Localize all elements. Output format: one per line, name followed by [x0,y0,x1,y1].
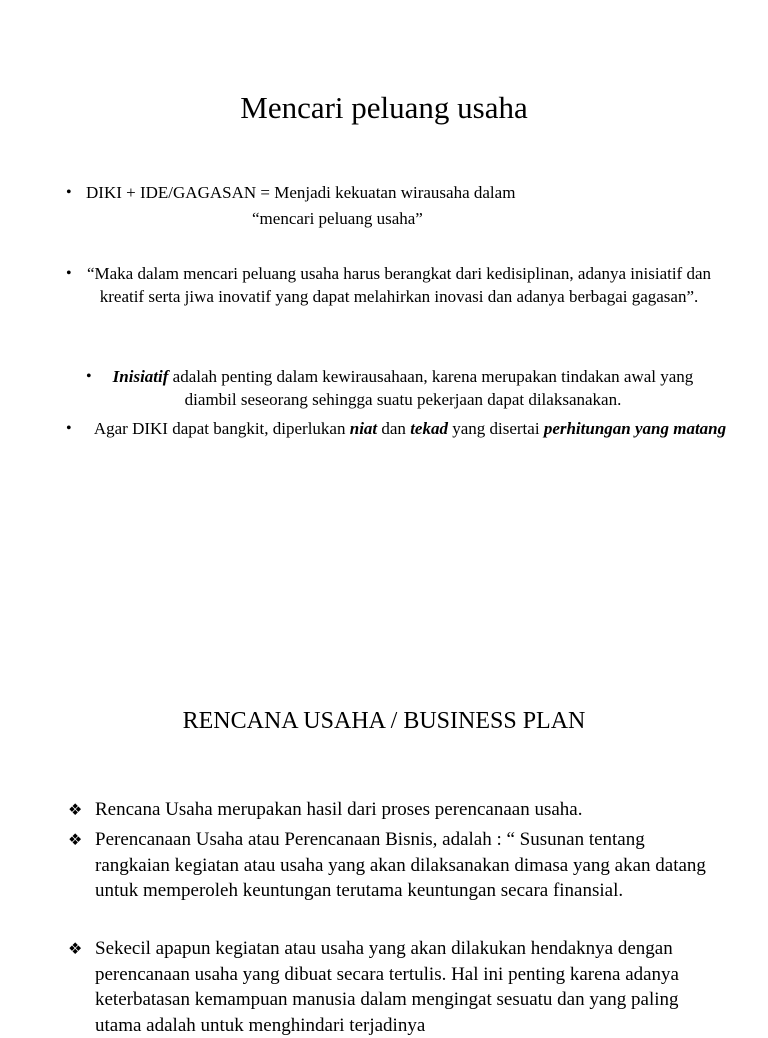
text-part: dan [377,419,411,438]
list-item [68,936,708,1038]
emphasis-tekad: tekad [410,419,448,438]
list-item [68,797,708,823]
emphasis-perhitungan: perhitungan yang matang [543,419,727,438]
bullet-dot-icon: • [66,420,72,437]
emphasis-inisiatif: Inisiatif [112,367,169,386]
bullet-agar-diki [66,417,736,440]
bullet-text-line-1: DIKI + IDE/GAGASAN = Menjadi kekuatan wirausaha dalam [86,183,516,202]
text-part: Agar DIKI dapat bangkit, diperlukan [93,419,350,438]
bullet-text: “Maka dalam mencari peluang usaha harus berangkat dari kedisiplinan, adanya inisiatif dan kreatif serta jiwa inovatif yang dapat melahirkan inovasi dan adanya berbagai gagasan”. [86,264,712,306]
slide-rencana-usaha [0,680,768,1036]
list-item-text: Sekecil apapun kegiatan atau usaha yang akan dilakukan hendaknya dengan perencanaan usaha yang dibuat secara tertulis. Hal ini penting karena adanya keterbatasan kemampuan manusia dalam mengingat sesuatu dan yang paling utama adalah untuk menghindari terjadinya [95,938,679,1036]
slide-title: Mencari peluang usaha [240,90,528,125]
diamond-bullet-icon: ❖ [68,939,83,958]
list-item-text: Rencana Usaha merupakan hasil dari proses perencanaan usaha. [95,799,583,820]
bullet-text-line-2: “mencari peluang usaha” [252,209,423,228]
bullet-dot-icon: • [66,184,72,201]
bullet-text [66,417,736,440]
diamond-bullet-icon: ❖ [68,800,83,819]
emphasis-niat: niat [349,419,378,438]
bullet-inisiatif [86,365,706,411]
bullet-kedisiplinan [66,262,714,308]
bullet-text-rest: adalah penting dalam kewirausahaan, karena merupakan tindakan awal yang diambil seseorang sehingga suatu pekerjaan dapat dilaksanakan. [168,367,694,409]
list-item [68,827,708,904]
slide-title: RENCANA USAHA / BUSINESS PLAN [182,708,586,734]
bullet-dot-icon: • [86,368,92,385]
diamond-bullet-icon: ❖ [68,830,83,849]
text-part: yang disertai [447,419,544,438]
bullet-dot-icon: • [66,265,72,282]
bullet-text [86,365,706,411]
list-item-text: Perencanaan Usaha atau Perencanaan Bisnis, adalah : “ Susunan tentang rangkaian kegiatan atau usaha yang akan dilaksanakan dimasa yang akan datang untuk memperoleh keuntungan terutama keuntungan secara finansial. [95,829,706,901]
